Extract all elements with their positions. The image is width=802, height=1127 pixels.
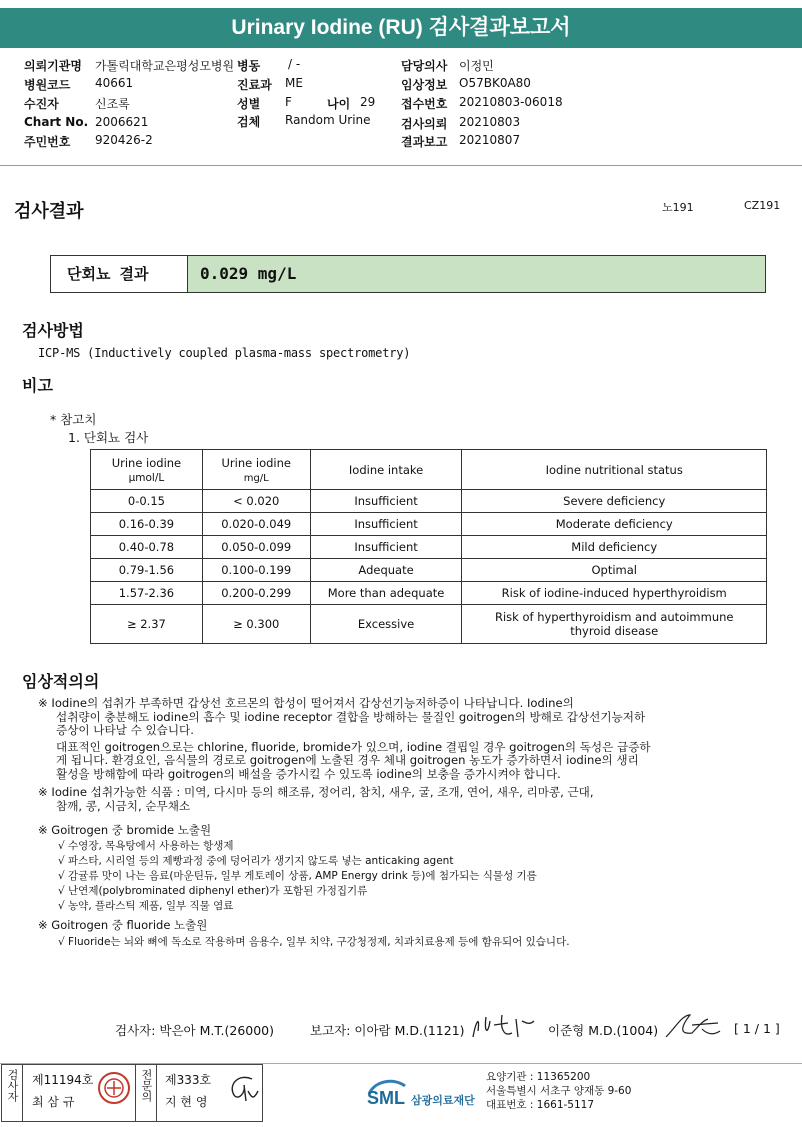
reporter-2: 이준형 M.D.(1004) (548, 1023, 659, 1038)
result-label: 단회뇨 결과 (51, 256, 188, 292)
reporter-2-signature (662, 1009, 722, 1043)
table-cell: Severe deficiency (462, 490, 767, 513)
id-value: 920426-2 (95, 133, 153, 147)
table-row (91, 605, 767, 644)
reference-sub-label: 1. 단회뇨 검사 (68, 430, 149, 445)
ward-value: / - (288, 57, 301, 71)
table-header-row (91, 450, 767, 490)
seal-stamp-icon (97, 1071, 131, 1105)
doctor-value: 이정민 (459, 59, 494, 73)
requester-value: 가톨릭대학교은평성모병원 (95, 59, 235, 73)
method-text: ICP-MS (Inductively coupled plasma-mass spectrometry) (38, 346, 411, 360)
tester: 검사자: 박은아 M.T.(26000) (115, 1023, 275, 1038)
specialist-name: 지 현 영 (165, 1095, 208, 1109)
result-box (50, 255, 766, 293)
chart-value: 2006621 (95, 115, 149, 129)
tester-stamp-label: 검사자 (2, 1065, 23, 1121)
list-item: √ 수영장, 목욕탕에서 사용하는 항생제 (58, 840, 234, 852)
table-cell: Risk of iodine-induced hyperthyroidism (462, 582, 767, 605)
chart-label: Chart No. (24, 115, 89, 129)
tester-name: 최 삼 규 (32, 1095, 75, 1109)
bromide-title: ※ Goitrogen 중 bromide 노출원 (38, 823, 212, 837)
org-phone: 대표번호 : 1661-5117 (486, 1099, 595, 1111)
list-item: √ 난연제(polybrominated diphenyl ether)가 포함된 가정집기류 (58, 885, 368, 897)
method-title: 검사방법 (22, 321, 84, 340)
sex-value: F (285, 95, 292, 109)
table-cell: 0.79-1.56 (91, 559, 203, 582)
report-title: Urinary Iodine (RU) 검사결과보고서 (0, 8, 802, 48)
org-name: 삼광의료재단 (411, 1094, 475, 1107)
hospital-code-label: 병원코드 (24, 78, 71, 92)
specimen-value: Random Urine (285, 113, 371, 127)
list-item: √ 농약, 플라스틱 제품, 일부 직물 염료 (58, 900, 234, 912)
org-address: 서울특별시 서초구 양재동 9-60 (486, 1085, 632, 1097)
table-cell: 0-0.15 (91, 490, 203, 513)
receipt-label: 접수번호 (401, 97, 448, 111)
examinee-value: 신조록 (95, 97, 130, 111)
specialist-signature (224, 1071, 260, 1107)
table-cell: 0.050-0.099 (202, 536, 310, 559)
clinical-para-1: ※ Iodine의 섭취가 부족하면 갑상선 호르몬의 합성이 떨어져서 갑상선기능저하증이 나타납니다. Iodine의 섭취량이 충분해도 iodine의 흡수 및 iodine receptor 결합을 방해하는 물질인 goitrogen의 방해로 갑상선기능저하 증상이 나타날 수 있습니다. 대표적인 goitrogen으로는 chlorine, fluoride, bromide가 있으며, iodine 결핍일 경우 goitrogen의 독성은 급증하 게 됩니다. 환경요인, 음식물의 경로로 goitrogen에 노출된 경우 체내 goitrogen 농도가 증가하면서 iodine의 생리 활성을 방해함에 따라 goitrogen의 배설을 증가시킬 수 있도록 iodine의 보충을 증가시켜야 합니다. (38, 696, 651, 781)
table-cell: 0.200-0.299 (202, 582, 310, 605)
list-item: √ 감귤류 맛이 나는 음료(마운틴듀, 일부 게토레이 상품, AMP Energy drink 등)에 첨가되는 식물성 기름 (58, 870, 537, 882)
table-cell: Adequate (310, 559, 462, 582)
reporter-signature (468, 1011, 538, 1043)
clinical-para-2: ※ Iodine 섭취가능한 식품 : 미역, 다시마 등의 해조류, 정어리, 참치, 새우, 굴, 조개, 연어, 새우, 리마콩, 근대, 참깨, 콩, 시금치, 순무채소 (38, 785, 594, 813)
table-cell: 0.100-0.199 (202, 559, 310, 582)
hospital-code-value: 40661 (95, 76, 134, 90)
table-cell: Insufficient (310, 536, 462, 559)
care-number: 요양기관 : 11365200 (486, 1071, 591, 1083)
clinical-info-value: O57BK0A80 (459, 76, 531, 90)
header-umol: Urine iodine μmol/L (91, 450, 203, 490)
table-cell: 0.16-0.39 (91, 513, 203, 536)
age-label: 나이 (327, 97, 351, 111)
table-cell: Optimal (462, 559, 767, 582)
sex-label: 성별 (237, 97, 261, 111)
examinee-label: 수진자 (24, 97, 59, 111)
results-code-2: CZ191 (744, 199, 781, 212)
certification-stamps (1, 1064, 263, 1122)
ward-label: 병동 (237, 59, 261, 73)
divider (0, 165, 802, 166)
fluoride-title: ※ Goitrogen 중 fluoride 노출원 (38, 918, 208, 932)
report-date-value: 20210807 (459, 133, 521, 147)
table-row (91, 559, 767, 582)
table-cell: Insufficient (310, 490, 462, 513)
signature-line (0, 1019, 802, 1039)
requester-label: 의뢰기관명 (24, 59, 82, 73)
clinical-info-label: 임상정보 (401, 78, 448, 92)
table-cell: Risk of hyperthyroidism and autoimmune thyroid disease (462, 605, 767, 644)
result-value: 0.029 mg/L (188, 256, 765, 292)
table-cell: < 0.020 (202, 490, 310, 513)
specimen-label: 검체 (237, 115, 261, 129)
list-item: √ 파스타, 시리얼 등의 제빵과정 중에 덩어리가 생기지 않도록 넣는 anticaking agent (58, 855, 454, 867)
specialist-stamp-label: 전문의 (135, 1065, 157, 1121)
reporter: 보고자: 이아람 M.D.(1121) (310, 1023, 465, 1038)
table-cell: Mild deficiency (462, 536, 767, 559)
reference-table (90, 449, 767, 644)
header-status: Iodine nutritional status (462, 450, 767, 490)
header-intake: Iodine intake (310, 450, 462, 490)
request-date-label: 검사의뢰 (401, 117, 448, 131)
header-mg: Urine iodine mg/L (202, 450, 310, 490)
dept-value: ME (285, 76, 303, 90)
results-title: 검사결과 (14, 201, 84, 222)
dept-label: 진료과 (237, 78, 272, 92)
table-cell: ≥ 2.37 (91, 605, 203, 644)
logo-text: SML (367, 1088, 405, 1108)
table-cell: 0.40-0.78 (91, 536, 203, 559)
table-cell: 0.020-0.049 (202, 513, 310, 536)
org-info (486, 1070, 631, 1112)
tester-license-no: 제11194호 (32, 1073, 94, 1087)
table-row (91, 490, 767, 513)
results-code-1: 노191 (662, 201, 694, 214)
doctor-label: 담당의사 (401, 59, 448, 73)
reference-label: * 참고치 (50, 412, 97, 427)
receipt-value: 20210803-06018 (459, 95, 563, 109)
clinical-title: 임상적의의 (22, 672, 100, 691)
list-item: √ Fluoride는 뇌와 뼈에 독소로 작용하며 음용수, 일부 치약, 구강청정제, 치과치료용제 등에 함유되어 있습니다. (58, 936, 570, 948)
table-row (91, 536, 767, 559)
report-date-label: 결과보고 (401, 135, 448, 149)
table-cell: Insufficient (310, 513, 462, 536)
patient-info (0, 55, 802, 160)
page-indicator: [ 1 / 1 ] (734, 1021, 780, 1036)
table-row (91, 582, 767, 605)
sml-logo (365, 1074, 485, 1114)
table-cell: Excessive (310, 605, 462, 644)
request-date-value: 20210803 (459, 115, 521, 129)
table-cell: Moderate deficiency (462, 513, 767, 536)
specialist-license-no: 제333호 (165, 1073, 212, 1087)
remarks-title: 비고 (22, 376, 53, 395)
table-cell: More than adequate (310, 582, 462, 605)
table-row (91, 513, 767, 536)
table-cell: ≥ 0.300 (202, 605, 310, 644)
id-label: 주민번호 (24, 135, 71, 149)
age-value: 29 (360, 95, 376, 109)
table-cell: 1.57-2.36 (91, 582, 203, 605)
